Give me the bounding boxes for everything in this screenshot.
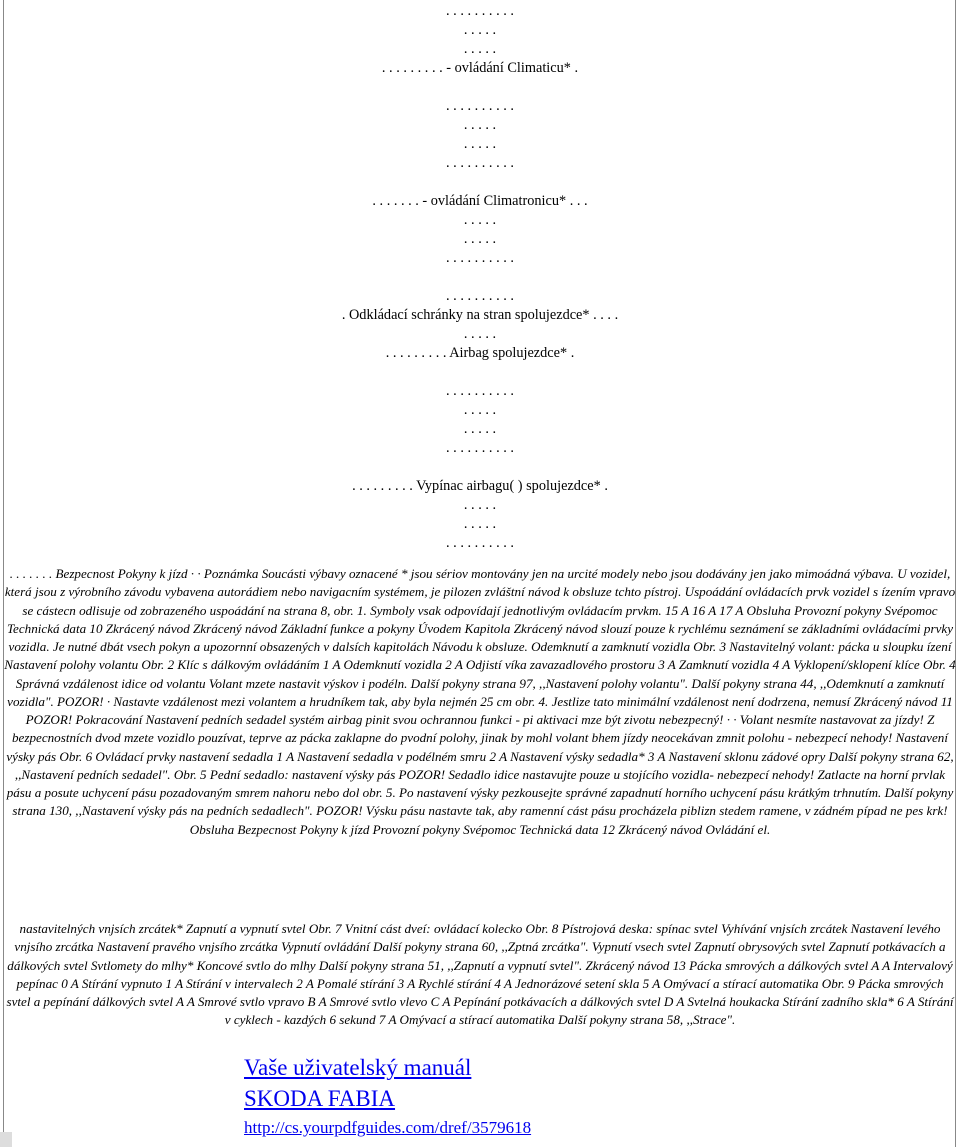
table-of-contents: [0, 2, 960, 553]
toc-spacer: [0, 173, 960, 192]
toc-spacer: [0, 458, 960, 477]
toc-line: . . . . .: [463, 421, 497, 437]
manual-text-block-1: [4, 565, 956, 839]
manual-paragraph: . . . . . . . Bezpecnost Pokyny k jízd · · Poznámka Soucásti výbavy oznacené * jsou sériov montovány jen na urcité modely nebo jsou dodávány jen jako mimoádná výbava. U vozidel, která jsou z výrobního závodu vybavena autorádiem nebo navigacním systémem, je pilozen zvláštní návod k obsluze tchto pístroj. Uspoádání ovládacích prvk vozidel s ízením vpravo se cástecn odlisuje od zobrazeného uspoádání na strana 8, obr. 1. Symboly vsak odpovídají jednotlivým ovládacím prvkm. 15 A 16 A 17 A Obsluha Provozní pokyny Svépomoc Technická data 10 Zkrácený návod Zkrácený návod Základní funkce a pokyny Úvodem Kapitola Zkrácený návod slouzí pouze k rychlému seznámení se základními ovládacími prvky vozidla. Je nutné dbát vsech pokyn a upozornní obsazených v dalsích kapitolách Návodu k obsluze. Odemknutí a zamknutí vozidla Obr. 3 Nastavitelný volant: pácka u sloupku ízení Nastavení polohy volantu Obr. 2 Klíc s dálkovým ovládáním 1 A Odemknutí vozidla 2 A Odjistí víka zavazadlového prostoru 3 A Zamknutí vozidla 4 A Vyklopení/sklopení klíce Obr. 4 Správná vzdálenost idice od volantu Volant mzete nastavit výskov i podéln. Další pokyny strana 97, ,,Nastavení polohy volantu". Další pokyny strana 44, ,,Odemknutí a zamknutí vozidla". POZOR! · Nastavte vzdálenost mezi volantem a hrudníkem tak, aby byla nejmén 25 cm obr. 4. Jestlize tato minimální vzdálenost není dodrzena, nemusí Zkrácený návod 11 POZOR! Pokracování Nastavení pedních sedadel systém airbag pinit svou ochrannou funkci - pi aktivaci mze být zivotu nebezpecný! · · Volant nesmíte nastavovat za jízdy! Z bezpecnostních dvod mzete vozidlo pouzívat, teprve az pácka zaklapne do pvodní polohy, jinak by mohl volant bhem jízdy neocekávan zmnit polohu - nebezpecí nehody! Nastavení výsky pás Obr. 6 Ovládací prvky nastavení sedadla 1 A Nastavení sedadla v podélném smru 2 A Nastavení výsky sedadla* 3 A Nastavení sklonu zádové opry Další pokyny strana 62, ,,Nastavení pedních sedadel". Obr. 5 Pední sedadlo: nastavení výsky pás POZOR! Sedadlo idice nastavujte pouze u stojícího vozidla- nebezpecí nehody! Zatlacte na horní prvlak pásu a posute uchycení pásu pozadovaným smrem nahoru nebo dol obr. 5. Po nastavení výsky pezkousejte správné zapadnutí horního uchycení pásu krátkým trhnutím. Další pokyny strana 130, ,,Nastavení výsky pás na pedních sedadlech". POZOR! Výsku pásu nastavte tak, aby ramenní cást pásu procházela piblizn stedem ramene, v zádném pípad ne pes krk!: [4, 566, 956, 819]
toc-line: . Odkládací schránky na stran spolujezdce* . . . .: [341, 307, 619, 323]
toc-line: . . . . .: [463, 136, 497, 152]
toc-line: . . . . .: [463, 22, 497, 38]
footer-links: [244, 1052, 960, 1140]
toc-line: . . . . .: [463, 402, 497, 418]
toc-line: . . . . .: [463, 516, 497, 532]
toc-line: . . . . .: [463, 41, 497, 57]
toc-line: . . . . . . . . . .: [446, 250, 514, 266]
toc-line: . . . . . . . . . Vypínac airbagu( ) spolujezdce* .: [352, 478, 608, 494]
toc-line: . . . . . . . . . - ovládání Climaticu* .: [381, 60, 579, 76]
toc-spacer: [0, 363, 960, 382]
model-link[interactable]: SKODA FABIA: [244, 1086, 396, 1111]
toc-line: . . . . .: [463, 497, 497, 513]
toc-line: . . . . . . . . . .: [446, 383, 514, 399]
toc-line: . . . . . . . . . Airbag spolujezdce* .: [385, 345, 575, 361]
toc-line: . . . . . . . - ovládání Climatronicu* . . .: [372, 193, 588, 209]
manual-paragraph: nastavitelných vnjsích zrcátek* Zapnutí a vypnutí svtel Obr. 7 Vnitní cást dveí: ovládací kolecko Obr. 8 Pístrojová deska: spínac svtel Vyhívání vnjsích zrcátek Nastavení levého vnjsího zrcátka Nastavení pravého vnjsího zrcátka Vypnutí ovládání Další pokyny strana 60, ,,Zptná zrcátka". Vypnutí vsech svtel Zapnutí obrysových svtel Zapnutí potkávacích a dálkových svtel Svtlomety do mlhy* Koncové svtlo do mlhy Další pokyny strana 51, ,,Zapnutí a vypnutí svtel". Zkrácený návod 13 Pácka smrových a dálkových svtel A A Intervalový pepínac 0 A Stírání vypnuto 1 A Stírání v intervalech 2 A Pomalé stírání 3 A Rychlé stírání 4 A Jednorázové setení skla 5 A Omývací a stírací automatika Obr. 9 Pácka smrových svtel a pepínání dálkových svtel A A Smrové svtlo vpravo B A Smrové svtlo vlevo C A Pepínání potkávacích a dálkových svtel D A Svtelná houkacka Stírání zadního skla* 6 A Stírání v cyklech - kazdých 6 sekund 7 A Omývací a stírací automatika Další pokyny strana 58, ,,Strace".: [6, 921, 954, 1028]
manual-paragraph-end: Obsluha Bezpecnost Pokyny k jízd Provozní pokyny Svépomoc Technická data 12 Zkrácený návod Ovládání el.: [189, 821, 771, 837]
page-corner: [0, 1132, 12, 1147]
url-link[interactable]: http://cs.yourpdfguides.com/dref/3579618: [244, 1118, 532, 1137]
toc-line: . . . . . . . . . .: [446, 535, 514, 551]
toc-line: . . . . . . . . . .: [446, 288, 514, 304]
toc-line: . . . . . . . . . .: [446, 155, 514, 171]
toc-spacer: [0, 78, 960, 97]
toc-spacer: [0, 268, 960, 287]
manual-link[interactable]: Vaše uživatelský manuál: [244, 1055, 472, 1080]
toc-line: . . . . .: [463, 212, 497, 228]
toc-line: . . . . .: [463, 326, 497, 342]
toc-line: . . . . .: [463, 231, 497, 247]
toc-line: . . . . .: [463, 117, 497, 133]
toc-line: . . . . . . . . . .: [446, 3, 514, 19]
manual-text-block-2: [4, 920, 956, 1030]
toc-line: . . . . . . . . . .: [446, 440, 514, 456]
toc-line: . . . . . . . . . .: [446, 98, 514, 114]
